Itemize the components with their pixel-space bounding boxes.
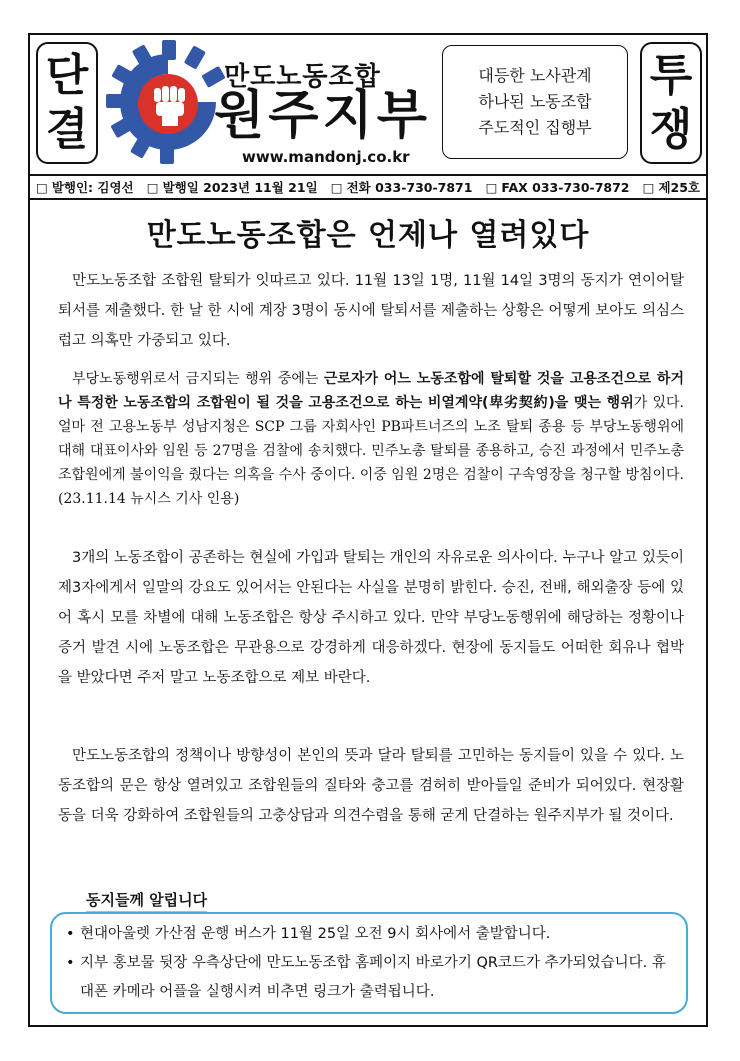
notice-box	[50, 912, 688, 1014]
publisher: □ 발행인: 김영선	[36, 178, 134, 196]
notice-title: 동지들께 알립니다	[86, 889, 207, 914]
paragraph-4: 만도노동조합의 정책이나 방향성이 본인의 뜻과 달라 탈퇴를 고민하는 동지들이 있을 수 있다. 노동조합의 문은 항상 열려있고 조합원들의 질타와 충고를 겸허히 받아들일 준비가 되어있다. 현장활동을 더욱 강화하여 조합원들의 고충상담과 의견수렴을 통해 굳게 단결하는 원주지부가 될 것이다.	[58, 748, 684, 824]
right-char-1: 투	[649, 50, 693, 101]
slogan-line-2: 하나된 노동조합	[478, 92, 592, 111]
article-title: 만도노동조합은 언제나 열려있다	[146, 218, 590, 253]
phone: □ 전화 033-730-7871	[331, 178, 473, 196]
left-char-1: 단	[45, 50, 89, 101]
notice-item-1: • 현대아울렛 가산점 운행 버스가 11월 25일 오전 9시 회사에서 출발합니다.	[66, 920, 676, 949]
website-link[interactable]: www.mandonj.co.kr	[238, 148, 414, 166]
publish-date: □ 발행일 2023년 11월 21일	[147, 178, 318, 196]
paragraph-2	[58, 367, 684, 511]
issue-number: □ 제25호	[643, 178, 700, 196]
slogan-box-right	[640, 42, 702, 164]
paragraph-2-emphasis: 근로자가 어느 노동조합에 탈퇴할 것을 고용조건으로 하거나 특정한 노동조합의 조합원이 될 것을 고용조건으로 하는 비열계약(卑劣契約)을 맺는 행위	[58, 371, 684, 411]
slogan-box-center	[442, 45, 628, 159]
notice-item-2: • 지부 홍보물 뒷장 우측상단에 만도노동조합 홈페이지 바로가기 QR코드가 추가되었습니다. 휴대폰 카메라 어플을 실행시켜 비추면 링크가 출력됩니다.	[66, 949, 676, 1007]
branch-name: 원주지부	[214, 86, 431, 146]
slogan-line-3: 주도적인 집행부	[478, 118, 592, 137]
paragraph-1: 만도노동조합 조합원 탈퇴가 잇따르고 있다. 11월 13일 1명, 11월 14일 3명의 동지가 연이어탈퇴서를 제출했다. 한 날 한 시에 계장 3명이 동시에 탈퇴서를 제출하는 상황은 어떻게 보아도 의심스럽고 의혹만 가중되고 있다.	[58, 273, 684, 349]
paragraph-2-lead: 부당노동행위로서 금지되는 행위 중에는	[72, 371, 324, 387]
fax: □ FAX 033-730-7872	[486, 180, 630, 195]
right-char-2: 쟁	[649, 104, 693, 155]
left-char-2: 결	[45, 104, 89, 155]
union-name: 만도노동조합	[224, 62, 381, 92]
slogan-box-left	[36, 42, 98, 164]
publication-info-bar	[28, 174, 708, 200]
slogan-line-1: 대등한 노사관계	[478, 66, 592, 85]
gear-fist-icon	[104, 38, 232, 166]
paragraph-3: 3개의 노동조합이 공존하는 현실에 가입과 탈퇴는 개인의 자유로운 의사이다. 누구나 알고 있듯이 제3자에게서 일말의 강요도 있어서는 안된다는 사실을 분명히 밝힌다. 승진, 전배, 해외출장 등에 있어 혹시 모를 차별에 대해 노동조합은 항상 주시하고 있다. 만약 부당노동행위에 해당하는 정황이나 증거 발견 시에 노동조합은 무관용으로 강경하게 대응하겠다. 현장에 동지들도 어떠한 회유나 협박을 받았다면 주저 말고 노동조합으로 제보 바란다.	[58, 550, 684, 686]
paragraph-2-rest: 가 있다. 얼마 전 고용노동부 성남지청은 SCP 그룹 자회사인 PB파트너즈의 노조 탈퇴 종용 등 부당노동행위에 대해 대표이사와 임원 등 27명을 검찰에 송치했다. 민주노총 탈퇴를 종용하고, 승진 과정에서 민주노총 조합원에게 불이익을 줬다는 의혹을 수사 중이다. 이중 임원 2명은 검찰이 구속영장을 청구할 방침이다.(23.11.14 뉴시스 기사 인용)	[58, 395, 684, 507]
